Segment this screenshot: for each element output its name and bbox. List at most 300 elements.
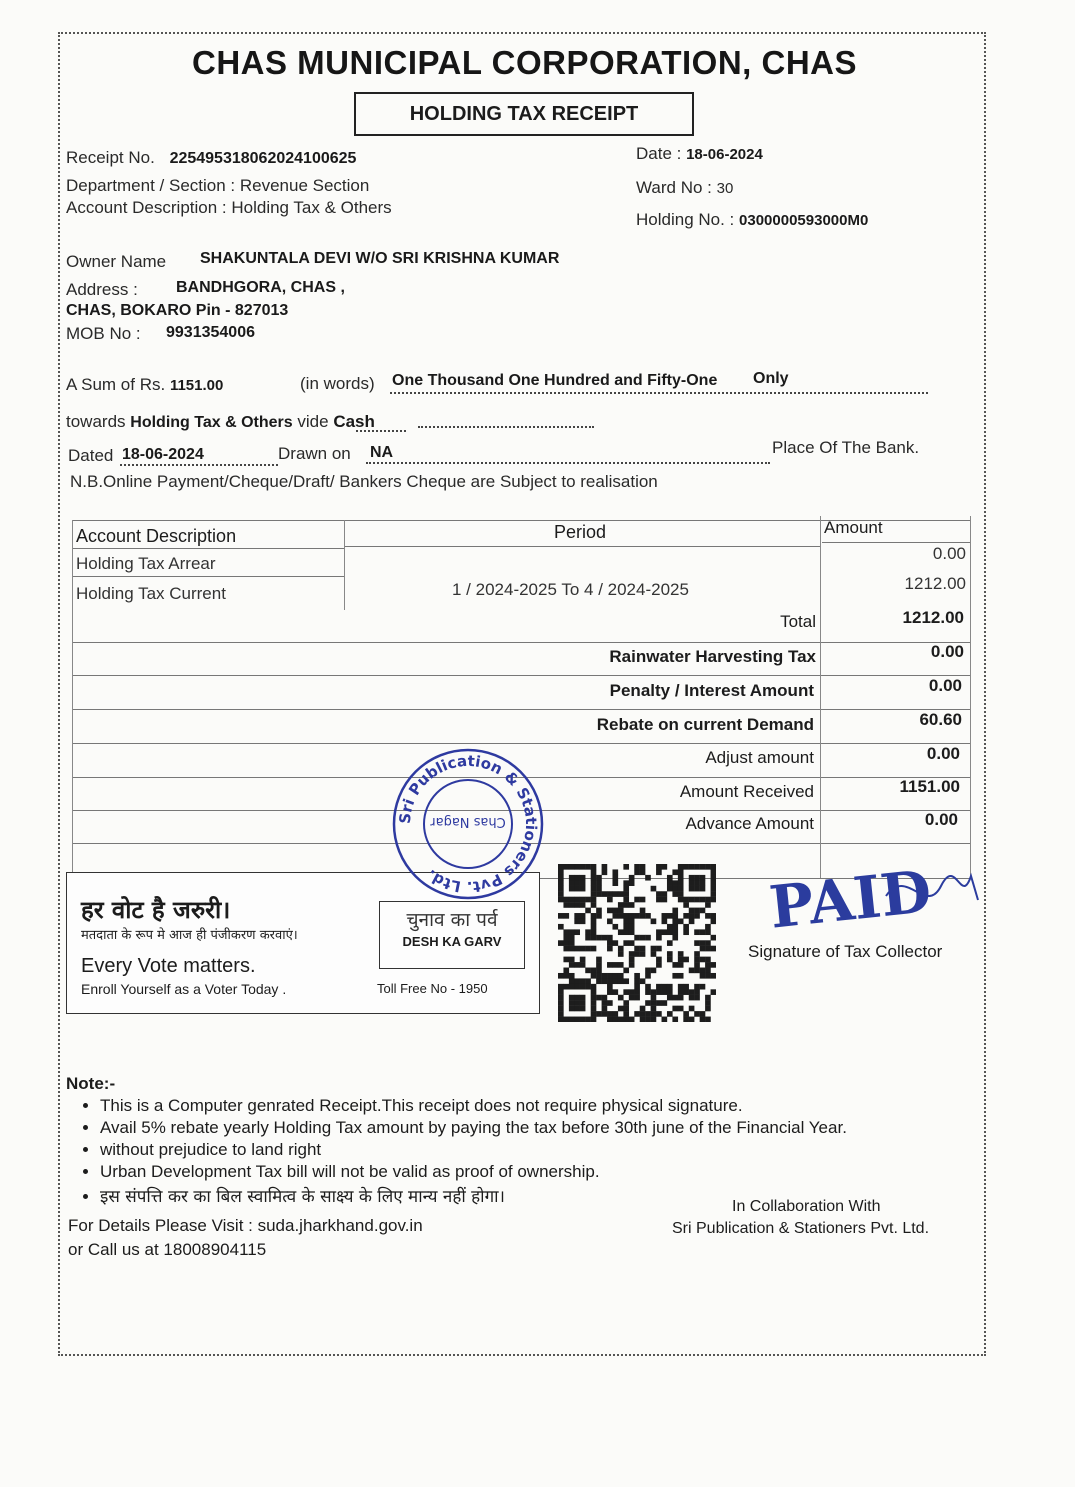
qr-module	[623, 897, 629, 903]
qr-module	[623, 891, 629, 897]
qr-module	[662, 1017, 668, 1022]
qr-module	[683, 913, 689, 919]
qr-module	[656, 946, 662, 952]
qr-module	[591, 935, 597, 941]
amount-received-label: Amount Received	[679, 782, 814, 801]
qr-module	[645, 913, 651, 919]
owner-label: Owner Name	[66, 252, 167, 271]
qr-module	[667, 929, 673, 935]
qr-module	[678, 886, 684, 892]
ward-value: 30	[716, 180, 734, 197]
table-line	[72, 675, 970, 676]
qr-module	[591, 924, 597, 930]
qr-module	[569, 864, 575, 870]
collaboration-name: Sri Publication & Stationers Pvt. Ltd.	[672, 1220, 930, 1237]
holding-value: 0300000593000M0	[739, 212, 869, 229]
qr-module	[591, 929, 597, 935]
qr-module	[645, 1000, 651, 1006]
dated-label: Dated	[68, 446, 114, 465]
words-dotted-line	[390, 392, 928, 394]
qr-module	[634, 897, 640, 903]
qr-module	[640, 1006, 646, 1012]
ward-row	[636, 178, 733, 198]
qr-module	[563, 946, 569, 952]
qr-module	[558, 984, 564, 990]
qr-module	[645, 935, 651, 941]
qr-module	[711, 880, 716, 886]
qr-module	[640, 946, 646, 952]
qr-module	[602, 1000, 608, 1006]
qr-module	[569, 875, 575, 881]
qr-module	[678, 984, 684, 990]
qr-module	[694, 875, 700, 881]
receipt-no-label: Receipt No.	[66, 148, 155, 167]
qr-module	[574, 902, 580, 908]
qr-module	[672, 918, 678, 924]
qr-module	[569, 929, 575, 935]
qr-module	[711, 918, 716, 924]
qr-module	[667, 924, 673, 930]
qr-module	[569, 935, 575, 941]
qr-module	[569, 973, 575, 979]
qr-module	[580, 918, 586, 924]
details-visit-text: For Details Please Visit : suda.jharkhand.gov.in	[68, 1216, 423, 1235]
qr-module	[618, 962, 624, 968]
qr-module	[672, 913, 678, 919]
qr-module	[612, 875, 618, 881]
qr-module	[563, 864, 569, 870]
qr-module	[558, 1000, 564, 1006]
qr-module	[563, 968, 569, 974]
qr-module	[585, 978, 591, 984]
qr-module	[694, 995, 700, 1001]
qr-module	[683, 902, 689, 908]
holding-row	[636, 210, 868, 230]
qr-module	[623, 880, 629, 886]
qr-module	[651, 995, 657, 1001]
qr-module	[612, 978, 618, 984]
sum-value: 1151.00	[169, 377, 224, 394]
qr-module	[618, 913, 624, 919]
sum-label: A Sum of Rs.	[66, 375, 166, 394]
qr-module	[629, 880, 635, 886]
qr-module	[585, 968, 591, 974]
qr-module	[623, 1017, 629, 1022]
qr-module	[662, 897, 668, 903]
table-line	[72, 520, 73, 878]
qr-module	[574, 962, 580, 968]
qr-module	[569, 886, 575, 892]
qr-module	[689, 913, 695, 919]
qr-module	[612, 973, 618, 979]
qr-module	[683, 984, 689, 990]
receipt-sheet	[58, 32, 986, 1356]
qr-module	[711, 935, 716, 941]
qr-module	[683, 989, 689, 995]
drawn-on-label: Drawn on	[278, 444, 351, 463]
receipt-type-box: HOLDING TAX RECEIPT	[354, 92, 694, 136]
qr-module	[683, 957, 689, 963]
address-label: Address :	[66, 280, 138, 299]
qr-module	[694, 897, 700, 903]
qr-module	[645, 875, 651, 881]
qr-module	[623, 924, 629, 930]
qr-module	[563, 984, 569, 990]
qr-module	[651, 886, 657, 892]
qr-module	[574, 946, 580, 952]
qr-module	[623, 864, 629, 870]
rainwater-tax-amount: 0.00	[930, 642, 964, 661]
qr-module	[689, 989, 695, 995]
qr-module	[689, 864, 695, 870]
qr-module	[656, 891, 662, 897]
qr-module	[591, 902, 597, 908]
notes-list	[66, 1096, 847, 1207]
toll-free-text: Toll Free No - 1950	[377, 981, 488, 996]
qr-module	[705, 902, 711, 908]
in-words-value: One Thousand One Hundred and Fifty-One	[392, 372, 718, 389]
qr-module	[634, 951, 640, 957]
qr-module	[678, 1006, 684, 1012]
qr-module	[623, 886, 629, 892]
qr-module	[634, 913, 640, 919]
qr-module	[629, 913, 635, 919]
row-current-amount: 1212.00	[904, 574, 966, 593]
qr-module	[711, 897, 716, 903]
qr-module	[607, 946, 613, 952]
notes-title: Note:-	[66, 1074, 116, 1093]
qr-module	[580, 957, 586, 963]
qr-module	[651, 946, 657, 952]
qr-module	[678, 918, 684, 924]
qr-module	[558, 995, 564, 1001]
qr-module	[602, 1011, 608, 1017]
qr-module	[700, 973, 706, 979]
qr-module	[585, 935, 591, 941]
place-of-bank-label: Place Of The Bank.	[772, 438, 920, 457]
qr-module	[656, 897, 662, 903]
qr-module	[629, 989, 635, 995]
qr-module	[607, 940, 613, 946]
rainwater-tax-label: Rainwater Harvesting Tax	[609, 647, 816, 666]
mobile-value: 9931354006	[166, 324, 255, 341]
qr-module	[574, 875, 580, 881]
tax-collector-caption: Signature of Tax Collector	[748, 942, 943, 961]
qr-module	[558, 869, 564, 875]
receipt-no-value: 225495318062024100625	[169, 150, 357, 167]
qr-module	[700, 897, 706, 903]
qr-module	[558, 880, 564, 886]
rebate-label: Rebate on current Demand	[596, 715, 814, 734]
qr-module	[563, 913, 569, 919]
qr-module	[694, 913, 700, 919]
qr-module	[591, 1006, 597, 1012]
qr-module	[574, 1006, 580, 1012]
qr-module	[596, 908, 602, 914]
qr-module	[574, 864, 580, 870]
every-vote-title: Every Vote matters.	[81, 955, 256, 977]
qr-module	[580, 880, 586, 886]
table-line	[72, 548, 344, 549]
qr-module	[705, 913, 711, 919]
qr-module	[689, 880, 695, 886]
qr-module	[569, 957, 575, 963]
qr-module	[569, 978, 575, 984]
only-text: Only	[753, 370, 789, 387]
qr-module	[580, 897, 586, 903]
qr-module	[607, 1017, 613, 1022]
qr-module	[574, 995, 580, 1001]
qr-module	[563, 1017, 569, 1022]
penalty-amount: 0.00	[928, 676, 962, 695]
qr-module	[700, 957, 706, 963]
qr-module	[574, 918, 580, 924]
qr-module	[602, 864, 608, 870]
qr-module	[585, 897, 591, 903]
qr-module	[662, 1000, 668, 1006]
qr-module	[618, 995, 624, 1001]
qr-module	[705, 946, 711, 952]
qr-module	[672, 880, 678, 886]
qr-module	[574, 897, 580, 903]
row-current-period: 1 / 2024-2025 To 4 / 2024-2025	[452, 580, 689, 599]
qr-module	[656, 962, 662, 968]
qr-module	[640, 1017, 646, 1022]
payment-mode: Cash	[333, 412, 375, 431]
qr-module	[672, 929, 678, 935]
advance-label: Advance Amount	[685, 814, 814, 833]
qr-module	[602, 1006, 608, 1012]
receipt-no-row	[66, 148, 356, 168]
qr-module	[623, 1011, 629, 1017]
qr-module	[651, 968, 657, 974]
qr-module	[634, 935, 640, 941]
qr-module	[672, 924, 678, 930]
qr-module	[694, 989, 700, 995]
qr-module	[563, 957, 569, 963]
qr-module	[667, 913, 673, 919]
qr-module	[629, 995, 635, 1001]
qr-module	[640, 978, 646, 984]
qr-module	[607, 962, 613, 968]
qr-module	[623, 913, 629, 919]
qr-module	[678, 875, 684, 881]
qr-module	[580, 875, 586, 881]
qr-module	[672, 1006, 678, 1012]
qr-module	[662, 864, 668, 870]
qr-module	[667, 940, 673, 946]
qr-module	[705, 1017, 711, 1022]
table-line	[970, 516, 971, 878]
qr-module	[629, 940, 635, 946]
qr-module	[694, 951, 700, 957]
note-item: • without prejudice to land right	[100, 1140, 847, 1160]
qr-module	[634, 973, 640, 979]
qr-module	[629, 962, 635, 968]
qr-module	[558, 886, 564, 892]
qr-module	[683, 864, 689, 870]
qr-module	[563, 929, 569, 935]
qr-module	[580, 984, 586, 990]
qr-module	[569, 940, 575, 946]
qr-module	[596, 957, 602, 963]
qr-module	[607, 918, 613, 924]
qr-module	[623, 978, 629, 984]
owner-name: SHAKUNTALA DEVI W/O SRI KRISHNA KUMAR	[200, 250, 560, 267]
qr-module	[607, 1011, 613, 1017]
sum-row	[66, 375, 223, 395]
stamp-ring-text: Sri Publication & Stationers Pvt. Ltd.	[395, 751, 541, 897]
qr-module	[634, 995, 640, 1001]
qr-module	[591, 913, 597, 919]
qr-module	[629, 902, 635, 908]
qr-module	[651, 1006, 657, 1012]
qr-module	[700, 886, 706, 892]
qr-module	[711, 864, 716, 870]
qr-module	[602, 995, 608, 1001]
qr-code[interactable]	[558, 864, 716, 1022]
vide-label: vide	[297, 412, 329, 431]
qr-module	[607, 973, 613, 979]
qr-module	[612, 940, 618, 946]
qr-module	[618, 973, 624, 979]
in-words-label: (in words)	[300, 374, 375, 393]
qr-module	[645, 968, 651, 974]
qr-module	[563, 973, 569, 979]
qr-module	[580, 1000, 586, 1006]
adjust-amount: 0.00	[926, 744, 960, 763]
qr-module	[651, 918, 657, 924]
qr-module	[694, 908, 700, 914]
collaboration-label: In Collaboration With	[732, 1198, 881, 1215]
qr-module	[623, 1000, 629, 1006]
qr-module	[629, 957, 635, 963]
qr-module	[580, 978, 586, 984]
qr-module	[689, 897, 695, 903]
qr-module	[689, 1006, 695, 1012]
qr-module	[558, 864, 564, 870]
qr-module	[667, 989, 673, 995]
qr-module	[602, 973, 608, 979]
qr-module	[585, 908, 591, 914]
qr-module	[580, 886, 586, 892]
qr-module	[574, 929, 580, 935]
qr-module	[700, 968, 706, 974]
header-period: Period	[554, 522, 607, 542]
qr-module	[618, 946, 624, 952]
qr-module	[678, 989, 684, 995]
mobile-label: MOB No :	[66, 324, 141, 343]
qr-module	[689, 968, 695, 974]
penalty-label: Penalty / Interest Amount	[609, 681, 814, 700]
date-label: Date :	[636, 144, 682, 163]
qr-module	[705, 1000, 711, 1006]
qr-module	[667, 984, 673, 990]
holding-label: Holding No. :	[636, 210, 735, 229]
qr-module	[711, 886, 716, 892]
qr-module	[569, 962, 575, 968]
qr-module	[662, 989, 668, 995]
qr-module	[563, 940, 569, 946]
qr-module	[623, 929, 629, 935]
qr-module	[705, 973, 711, 979]
qr-module	[694, 968, 700, 974]
qr-module	[645, 973, 651, 979]
table-line	[820, 516, 821, 878]
qr-module	[612, 880, 618, 886]
seal-stamp	[388, 744, 548, 904]
qr-module	[689, 886, 695, 892]
note-item: • This is a Computer genrated Receipt.This receipt does not require physical signature.	[100, 1096, 847, 1116]
qr-module	[672, 886, 678, 892]
qr-module	[645, 1011, 651, 1017]
qr-module	[618, 902, 624, 908]
qr-module	[694, 940, 700, 946]
drawn-on-value: NA	[370, 444, 394, 461]
address-line-1: BANDHGORA, CHAS ,	[176, 279, 345, 296]
qr-module	[656, 935, 662, 941]
nb-note: N.B.Online Payment/Cheque/Draft/ Bankers Cheque are Subject to realisation	[70, 472, 658, 491]
qr-module	[585, 946, 591, 952]
qr-module	[667, 957, 673, 963]
qr-module	[602, 891, 608, 897]
qr-module	[591, 968, 597, 974]
qr-module	[694, 962, 700, 968]
qr-module	[629, 875, 635, 881]
qr-module	[629, 918, 635, 924]
qr-module	[585, 864, 591, 870]
qr-module	[678, 957, 684, 963]
qr-module	[634, 989, 640, 995]
qr-module	[591, 875, 597, 881]
qr-module	[574, 880, 580, 886]
table-line	[822, 542, 970, 543]
table-line	[72, 576, 344, 577]
qr-module	[558, 924, 564, 930]
qr-module	[596, 880, 602, 886]
call-text: or Call us at 18008904115	[68, 1240, 267, 1259]
qr-module	[634, 978, 640, 984]
qr-module	[612, 962, 618, 968]
qr-module	[558, 1011, 564, 1017]
qr-module	[705, 864, 711, 870]
qr-module	[607, 891, 613, 897]
qr-module	[618, 1017, 624, 1022]
qr-module	[591, 869, 597, 875]
qr-module	[580, 902, 586, 908]
qr-module	[591, 886, 597, 892]
notes-section	[66, 1074, 847, 1209]
qr-module	[574, 978, 580, 984]
qr-module	[645, 1017, 651, 1022]
qr-module	[569, 946, 575, 952]
qr-module	[640, 897, 646, 903]
qr-module	[580, 1006, 586, 1012]
qr-module	[656, 864, 662, 870]
qr-module	[591, 864, 597, 870]
qr-module	[683, 897, 689, 903]
qr-module	[623, 1006, 629, 1012]
qr-module	[596, 891, 602, 897]
qr-module	[640, 935, 646, 941]
qr-module	[591, 1000, 597, 1006]
qr-module	[656, 869, 662, 875]
qr-module	[618, 1006, 624, 1012]
table-line	[344, 520, 345, 610]
qr-module	[569, 880, 575, 886]
qr-module	[705, 957, 711, 963]
qr-module	[672, 935, 678, 941]
